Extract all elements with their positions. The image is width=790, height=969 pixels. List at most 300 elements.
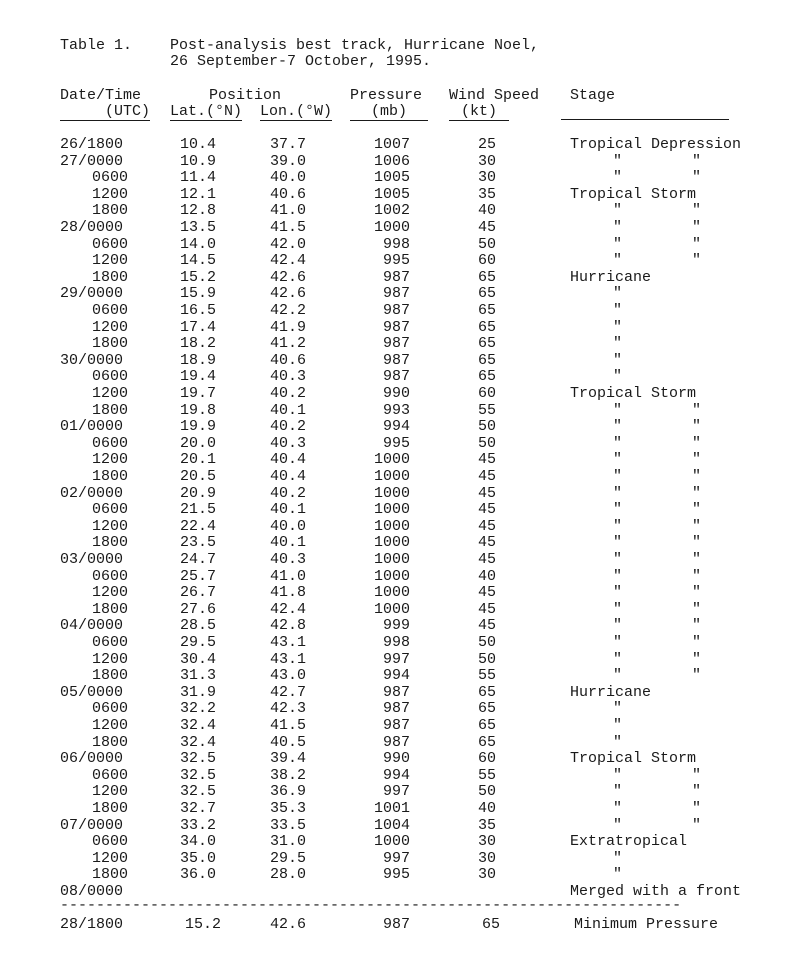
table-row [0, 419, 790, 436]
row-lat: 32.2 [180, 700, 217, 718]
row-wind: 50 [477, 434, 496, 452]
row-date: 1200 [92, 185, 129, 203]
row-pressure: 987 [382, 285, 410, 303]
row-stage-ditto: " [613, 634, 623, 651]
row-stage-ditto: " [692, 501, 702, 519]
row-stage-ditto: " [692, 634, 702, 651]
row-pressure: 987 [382, 700, 410, 718]
row-pressure: 987 [382, 335, 410, 353]
row-pressure: 1000 [373, 567, 410, 585]
row-date: 07/0000 [60, 816, 124, 834]
table-row [0, 303, 790, 320]
row-stage-ditto: " [613, 152, 623, 170]
row-lon: 33.5 [270, 816, 307, 834]
table-label: Table 1. [60, 37, 133, 54]
row-date: 1800 [92, 600, 129, 618]
row-stage-ditto: " [613, 235, 623, 253]
row-date: 1200 [92, 717, 129, 734]
row-wind: 45 [477, 617, 496, 635]
row-stage-ditto: " [692, 816, 702, 834]
row-lon: 42.4 [270, 252, 307, 270]
row-stage-ditto: " [613, 667, 623, 685]
table-row [0, 187, 790, 204]
summary-row [0, 917, 790, 934]
row-lat: 15.2 [180, 268, 217, 286]
table-row [0, 286, 790, 303]
row-lon: 42.4 [270, 600, 307, 618]
row-lat: 12.1 [180, 185, 217, 203]
row-stage-ditto: " [613, 783, 623, 801]
row-stage: Hurricane [570, 268, 652, 286]
row-wind: 30 [477, 833, 496, 851]
row-stage-ditto: " [613, 219, 623, 236]
row-lon: 40.2 [270, 418, 307, 436]
row-pressure: 987 [382, 717, 410, 734]
row-lat: 18.2 [180, 335, 217, 353]
table-row [0, 851, 790, 868]
row-lon: 40.1 [270, 501, 307, 519]
row-date: 1200 [92, 451, 129, 469]
row-lon: 41.8 [270, 584, 307, 602]
row-lon: 40.6 [270, 185, 307, 203]
row-pressure: 1006 [373, 152, 410, 170]
row-wind: 50 [477, 634, 496, 651]
row-wind: 40 [477, 202, 496, 220]
row-pressure: 1000 [373, 484, 410, 502]
row-stage-ditto: " [613, 434, 623, 452]
row-date: 0600 [92, 634, 129, 651]
row-wind: 45 [477, 501, 496, 519]
table-row [0, 585, 790, 602]
row-stage-ditto: " [613, 517, 623, 535]
row-stage-ditto: " [692, 451, 702, 469]
row-lon: 40.3 [270, 551, 307, 568]
row-pressure: 1001 [373, 800, 410, 817]
row-stage-ditto: " [692, 600, 702, 618]
row-stage-ditto: " [613, 700, 623, 718]
row-date: 04/0000 [60, 617, 124, 635]
row-stage: Extratropical [570, 833, 688, 851]
row-date: 05/0000 [60, 683, 124, 701]
row-wind: 50 [477, 418, 496, 436]
row-pressure: 987 [382, 351, 410, 369]
row-stage-ditto: " [692, 567, 702, 585]
row-lon: 40.5 [270, 733, 307, 751]
row-stage-ditto: " [613, 733, 623, 751]
row-lat: 30.4 [180, 650, 217, 668]
row-stage-ditto: " [692, 551, 702, 568]
row-wind: 25 [477, 136, 496, 153]
row-lon: 29.5 [270, 849, 307, 867]
row-pressure: 1005 [373, 185, 410, 203]
header-wind-unit: (kt) [449, 104, 509, 121]
row-stage-ditto: " [613, 468, 623, 485]
row-wind: 45 [477, 551, 496, 568]
row-wind: 45 [477, 517, 496, 535]
table-row [0, 834, 790, 851]
row-lon: 28.0 [270, 866, 307, 884]
row-pressure: 998 [382, 634, 410, 651]
row-lat: 33.2 [180, 816, 217, 834]
row-wind: 30 [477, 849, 496, 867]
row-stage-ditto: " [692, 418, 702, 436]
row-stage-ditto: " [613, 285, 623, 303]
row-wind: 65 [477, 351, 496, 369]
row-stage-ditto: " [613, 169, 623, 187]
summary-lon: 42.6 [270, 916, 307, 933]
row-date: 0600 [92, 833, 129, 851]
row-lon: 40.6 [270, 351, 307, 369]
table-row [0, 701, 790, 718]
row-lon: 43.1 [270, 634, 307, 651]
table-row [0, 535, 790, 552]
row-lon: 40.2 [270, 385, 307, 402]
row-pressure: 998 [382, 235, 410, 253]
row-pressure: 1000 [373, 600, 410, 618]
row-wind: 55 [477, 766, 496, 784]
row-lat: 24.7 [180, 551, 217, 568]
row-lat: 19.4 [180, 368, 217, 386]
header-pressure: Pressure [350, 87, 423, 104]
row-stage-ditto: " [692, 252, 702, 270]
row-pressure: 990 [382, 385, 410, 402]
row-stage-ditto: " [692, 219, 702, 236]
row-lat: 32.5 [180, 750, 217, 768]
row-wind: 55 [477, 401, 496, 419]
row-pressure: 987 [382, 368, 410, 386]
row-wind: 35 [477, 185, 496, 203]
row-stage-ditto: " [613, 501, 623, 519]
row-stage-ditto: " [613, 401, 623, 419]
header-date-unit: (UTC) [60, 104, 150, 121]
row-stage-ditto: " [692, 434, 702, 452]
row-stage-ditto: " [613, 866, 623, 884]
row-date: 1200 [92, 517, 129, 535]
row-lat: 19.7 [180, 385, 217, 402]
row-wind: 45 [477, 600, 496, 618]
row-stage-ditto: " [692, 152, 702, 170]
row-lat: 35.0 [180, 849, 217, 867]
table-row [0, 220, 790, 237]
row-pressure: 994 [382, 766, 410, 784]
row-stage-ditto: " [692, 650, 702, 668]
row-stage-ditto: " [613, 849, 623, 867]
row-lat: 32.4 [180, 733, 217, 751]
row-wind: 45 [477, 484, 496, 502]
row-wind: 30 [477, 152, 496, 170]
row-date: 0600 [92, 700, 129, 718]
row-lat: 12.8 [180, 202, 217, 220]
row-lon: 41.5 [270, 219, 307, 236]
header-position: Position [209, 87, 282, 104]
row-pressure: 1000 [373, 501, 410, 519]
row-stage-ditto: " [613, 600, 623, 618]
row-stage-ditto: " [613, 318, 623, 336]
row-lon: 35.3 [270, 800, 307, 817]
table-row [0, 867, 790, 884]
row-date: 1800 [92, 866, 129, 884]
row-lon: 36.9 [270, 783, 307, 801]
table-row [0, 237, 790, 254]
table-row [0, 386, 790, 403]
row-lat: 19.9 [180, 418, 217, 436]
row-pressure: 999 [382, 617, 410, 635]
row-date: 03/0000 [60, 551, 124, 568]
row-wind: 35 [477, 816, 496, 834]
row-lat: 20.0 [180, 434, 217, 452]
row-lon: 37.7 [270, 136, 307, 153]
row-stage-ditto: " [613, 584, 623, 602]
row-wind: 45 [477, 219, 496, 236]
row-lon: 40.2 [270, 484, 307, 502]
row-lat: 31.3 [180, 667, 217, 685]
row-lat: 25.7 [180, 567, 217, 585]
row-date: 1200 [92, 385, 129, 402]
summary-lat: 15.2 [185, 916, 222, 933]
table-row [0, 353, 790, 370]
row-lat: 22.4 [180, 517, 217, 535]
row-stage-ditto: " [692, 401, 702, 419]
row-lat: 18.9 [180, 351, 217, 369]
row-lat: 20.9 [180, 484, 217, 502]
row-date: 1800 [92, 335, 129, 353]
row-wind: 45 [477, 468, 496, 485]
row-stage-ditto: " [692, 534, 702, 552]
summary-pressure: 987 [382, 916, 410, 933]
row-lat: 32.5 [180, 783, 217, 801]
row-lon: 40.4 [270, 451, 307, 469]
row-wind: 50 [477, 235, 496, 253]
row-stage-ditto: " [613, 617, 623, 635]
row-lon: 40.1 [270, 534, 307, 552]
row-stage-ditto: " [613, 766, 623, 784]
table-row [0, 502, 790, 519]
table-row [0, 270, 790, 287]
table-row [0, 801, 790, 818]
table-row [0, 652, 790, 669]
table-row [0, 336, 790, 353]
row-pressure: 987 [382, 302, 410, 319]
row-wind: 65 [477, 302, 496, 319]
table-row [0, 668, 790, 685]
row-stage-ditto: " [613, 368, 623, 386]
row-pressure: 1007 [373, 136, 410, 153]
row-lon: 41.9 [270, 318, 307, 336]
row-date: 0600 [92, 302, 129, 319]
row-lat: 23.5 [180, 534, 217, 552]
row-date: 30/0000 [60, 351, 124, 369]
row-pressure: 1000 [373, 219, 410, 236]
row-pressure: 1000 [373, 534, 410, 552]
row-stage-ditto: " [613, 551, 623, 568]
table-row [0, 469, 790, 486]
row-stage-ditto: " [613, 451, 623, 469]
row-wind: 50 [477, 783, 496, 801]
row-lon: 43.1 [270, 650, 307, 668]
row-pressure: 987 [382, 683, 410, 701]
row-date: 26/1800 [60, 136, 124, 153]
row-date: 0600 [92, 567, 129, 585]
row-wind: 40 [477, 567, 496, 585]
table-row [0, 436, 790, 453]
table-row [0, 486, 790, 503]
row-date: 0600 [92, 368, 129, 386]
stage-underline [561, 119, 729, 120]
row-date: 01/0000 [60, 418, 124, 436]
row-date: 29/0000 [60, 285, 124, 303]
table-row [0, 137, 790, 154]
row-date: 27/0000 [60, 152, 124, 170]
row-lon: 40.0 [270, 169, 307, 187]
row-lon: 42.0 [270, 235, 307, 253]
row-date: 06/0000 [60, 750, 124, 768]
row-date: 28/0000 [60, 219, 124, 236]
row-date: 1800 [92, 401, 129, 419]
table-row [0, 618, 790, 635]
row-pressure: 997 [382, 849, 410, 867]
row-wind: 45 [477, 584, 496, 602]
row-wind: 40 [477, 800, 496, 817]
row-lat: 32.5 [180, 766, 217, 784]
header-wind: Wind Speed [449, 87, 540, 104]
row-lon: 43.0 [270, 667, 307, 685]
row-wind: 50 [477, 650, 496, 668]
row-stage-ditto: " [613, 252, 623, 270]
row-wind: 60 [477, 385, 496, 402]
row-stage: Tropical Storm [570, 750, 697, 768]
row-date: 1200 [92, 650, 129, 668]
row-stage-ditto: " [613, 202, 623, 220]
row-lon: 42.8 [270, 617, 307, 635]
row-date: 1800 [92, 733, 129, 751]
row-lat: 21.5 [180, 501, 217, 519]
table-row [0, 403, 790, 420]
row-lat: 26.7 [180, 584, 217, 602]
row-date: 1200 [92, 783, 129, 801]
row-stage: Tropical Storm [570, 185, 697, 203]
row-stage: Tropical Depression [570, 136, 742, 153]
row-stage-ditto: " [692, 517, 702, 535]
row-lat: 28.5 [180, 617, 217, 635]
row-date: 1200 [92, 584, 129, 602]
table-row [0, 253, 790, 270]
row-wind: 65 [477, 700, 496, 718]
row-pressure: 987 [382, 733, 410, 751]
row-pressure: 1000 [373, 833, 410, 851]
table-row [0, 602, 790, 619]
row-pressure: 995 [382, 434, 410, 452]
row-date: 1800 [92, 667, 129, 685]
row-pressure: 987 [382, 318, 410, 336]
row-date: 0600 [92, 434, 129, 452]
row-pressure: 993 [382, 401, 410, 419]
row-lon: 31.0 [270, 833, 307, 851]
row-wind: 45 [477, 534, 496, 552]
table-row [0, 818, 790, 835]
row-date: 1800 [92, 800, 129, 817]
row-pressure: 1000 [373, 468, 410, 485]
row-stage-ditto: " [613, 717, 623, 734]
row-date: 0600 [92, 169, 129, 187]
row-stage-ditto: " [613, 302, 623, 319]
table-row [0, 635, 790, 652]
row-stage-ditto: " [692, 584, 702, 602]
table-row [0, 784, 790, 801]
row-stage-ditto: " [613, 650, 623, 668]
row-stage-ditto: " [613, 800, 623, 817]
row-stage-ditto: " [613, 567, 623, 585]
header-date: Date/Time [60, 87, 142, 104]
table-row [0, 768, 790, 785]
row-stage-ditto: " [692, 235, 702, 253]
row-date: 1200 [92, 849, 129, 867]
summary-date: 28/1800 [60, 916, 124, 933]
row-lon: 41.0 [270, 202, 307, 220]
row-date: 1800 [92, 534, 129, 552]
row-lat: 19.8 [180, 401, 217, 419]
row-wind: 65 [477, 733, 496, 751]
table-row [0, 320, 790, 337]
row-stage-ditto: " [692, 783, 702, 801]
row-lon: 42.6 [270, 268, 307, 286]
row-wind: 65 [477, 335, 496, 353]
table-row [0, 154, 790, 171]
row-wind: 55 [477, 667, 496, 685]
row-date: 1200 [92, 252, 129, 270]
row-pressure: 1002 [373, 202, 410, 220]
row-lon: 38.2 [270, 766, 307, 784]
row-wind: 65 [477, 318, 496, 336]
table-row [0, 369, 790, 386]
row-lon: 42.2 [270, 302, 307, 319]
row-lat: 11.4 [180, 169, 217, 187]
row-stage-ditto: " [692, 667, 702, 685]
row-stage-ditto: " [692, 484, 702, 502]
header-lon: Lon.(°W) [260, 103, 333, 120]
row-lon: 41.2 [270, 335, 307, 353]
row-stage-ditto: " [613, 534, 623, 552]
row-stage-ditto: " [613, 335, 623, 353]
table-row [0, 735, 790, 752]
row-pressure: 1000 [373, 451, 410, 469]
row-lon: 40.4 [270, 468, 307, 485]
separator-line: --------------------------------------------------------------------- [60, 897, 682, 914]
row-lat: 34.0 [180, 833, 217, 851]
table-row [0, 552, 790, 569]
row-date: 08/0000 [60, 883, 124, 900]
row-pressure: 997 [382, 783, 410, 801]
row-lat: 14.5 [180, 252, 217, 270]
row-pressure: 987 [382, 268, 410, 286]
row-stage: Merged with a front [570, 883, 742, 900]
row-stage-ditto: " [692, 766, 702, 784]
row-date: 1800 [92, 268, 129, 286]
row-stage-ditto: " [613, 816, 623, 834]
row-lat: 20.1 [180, 451, 217, 469]
row-date: 0600 [92, 766, 129, 784]
row-wind: 30 [477, 169, 496, 187]
row-lon: 39.4 [270, 750, 307, 768]
row-lat: 32.7 [180, 800, 217, 817]
row-lat: 27.6 [180, 600, 217, 618]
row-wind: 65 [477, 717, 496, 734]
row-stage-ditto: " [692, 468, 702, 485]
header-lat: Lat.(°N) [170, 103, 243, 120]
table-row [0, 718, 790, 735]
row-stage-ditto: " [692, 617, 702, 635]
table-row [0, 452, 790, 469]
row-stage-ditto: " [613, 418, 623, 436]
